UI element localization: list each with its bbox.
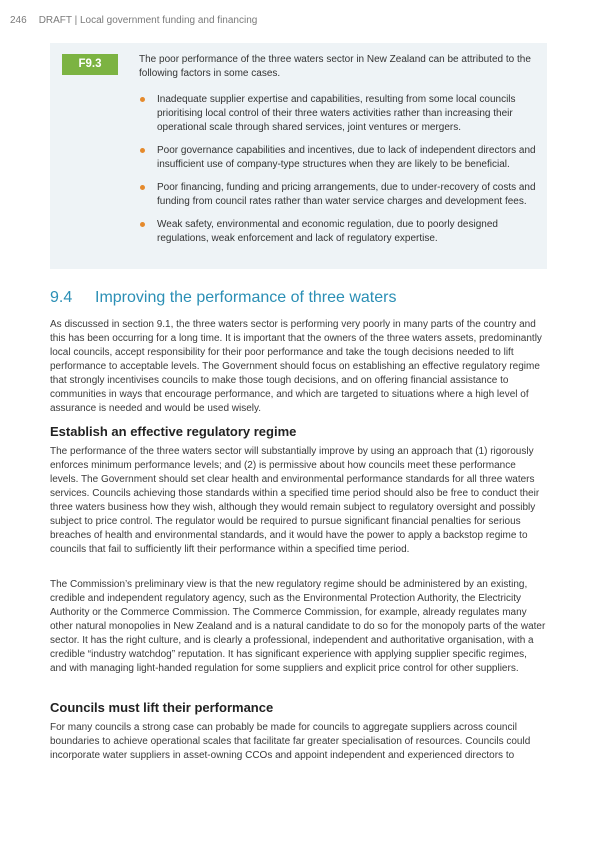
subsection-heading-councils: Councils must lift their performance: [50, 700, 274, 715]
regulatory-paragraph-1: The performance of the three waters sector will substantially improve by using an approach that (1) rigorously enforces minimum performance levels; and (2) is permissive about how councils meet these performance levels. The Government should set clear health and environmental performance standards for all three waters services. Councils achieving those standards within a specified time period should also be free to conduct their three waters business how they wish, although they would remain subject to regulatory oversight and possibly subject to price control. The regulator would be required to pursue significant financial penalties for serious breaches of health and environmental standards, and it would have the power to apply a backstop regime to councils that fail to sufficiently lift their performance within a specified time period.: [50, 446, 540, 555]
councils-paragraph-1: For many councils a strong case can probably be made for councils to aggregate suppliers across council boundaries to achieve operational scales that facilitate far greater specialisation of resources. Councils could incorporate water suppliers in asset-owning CCOs and appoint independent and experienced directors to: [50, 722, 531, 761]
section-heading: [50, 289, 396, 307]
running-title: DRAFT | Local government funding and financing: [38, 15, 258, 26]
regulatory-paragraph-2: The Commission’s preliminary view is that the new regulatory regime should be administered by an existing, credible and independent regulatory agency, such as the Environmental Protection Authority, the Electricity Authority or the Commerce Commission. The Commerce Commission, for example, already regulates many other natural monopolies in New Zealand and is a natural candidate to do so for the monopoly parts of the water sector. It has the right culture, and is clearly a professional, independent and authoritative organisation, with a credible “industry watchdog” reputation. It has significant experience with applying supplier specific regimes, and with managing light-handed regulation for some suppliers and explicit price control for other suppliers.: [50, 579, 546, 674]
finding-list: [139, 93, 543, 255]
section-intro-paragraph: As discussed in section 9.1, the three waters sector is performing very poorly in many parts of the country and this has been occurring for a long time. It is important that the owners of the three waters assets, predominantly local councils, accept responsibility for their poor performance and take the tough decisions needed to lift performance to acceptable levels. The Government should focus on establishing an effective regulatory regime that strongly incentivises councils to make those tough decisions, and on offering financial assistance to communities in ways that encourage performance, and which are targeted to situations where a high level of assurance is needed and would be used wisely.: [50, 319, 542, 414]
finding-item: Inadequate supplier expertise and capabilities, resulting from some local councils prioritising local control of their three waters activities rather than increasing their operational scale through shared services, joint ventures or mergers.: [139, 93, 543, 135]
subsection-heading-regulatory: Establish an effective regulatory regime: [50, 424, 297, 439]
finding-box: [50, 43, 547, 269]
bullet-icon: [140, 97, 145, 102]
finding-tag: F9.3: [62, 54, 118, 75]
finding-item: Poor financing, funding and pricing arrangements, due to under-recovery of costs and funding from council rates rather than water service charges and development fees.: [139, 181, 543, 209]
section-number: 9.4: [50, 289, 73, 306]
bullet-icon: [140, 222, 145, 227]
finding-item: Poor governance capabilities and incentives, due to lack of independent directors and insufficient use of company-type structures when they are likely to be beneficial.: [139, 144, 543, 172]
page-number: 246: [10, 15, 27, 26]
finding-item: Weak safety, environmental and economic regulation, due to poorly designed regulations, weak enforcement and lack of regulatory expertise.: [139, 218, 543, 246]
bullet-icon: [140, 185, 145, 190]
section-title: Improving the performance of three waters: [95, 289, 397, 306]
finding-intro: The poor performance of the three waters sector in New Zealand can be attributed to the following factors in some cases.: [139, 54, 531, 79]
running-header: [10, 15, 257, 26]
bullet-icon: [140, 148, 145, 153]
